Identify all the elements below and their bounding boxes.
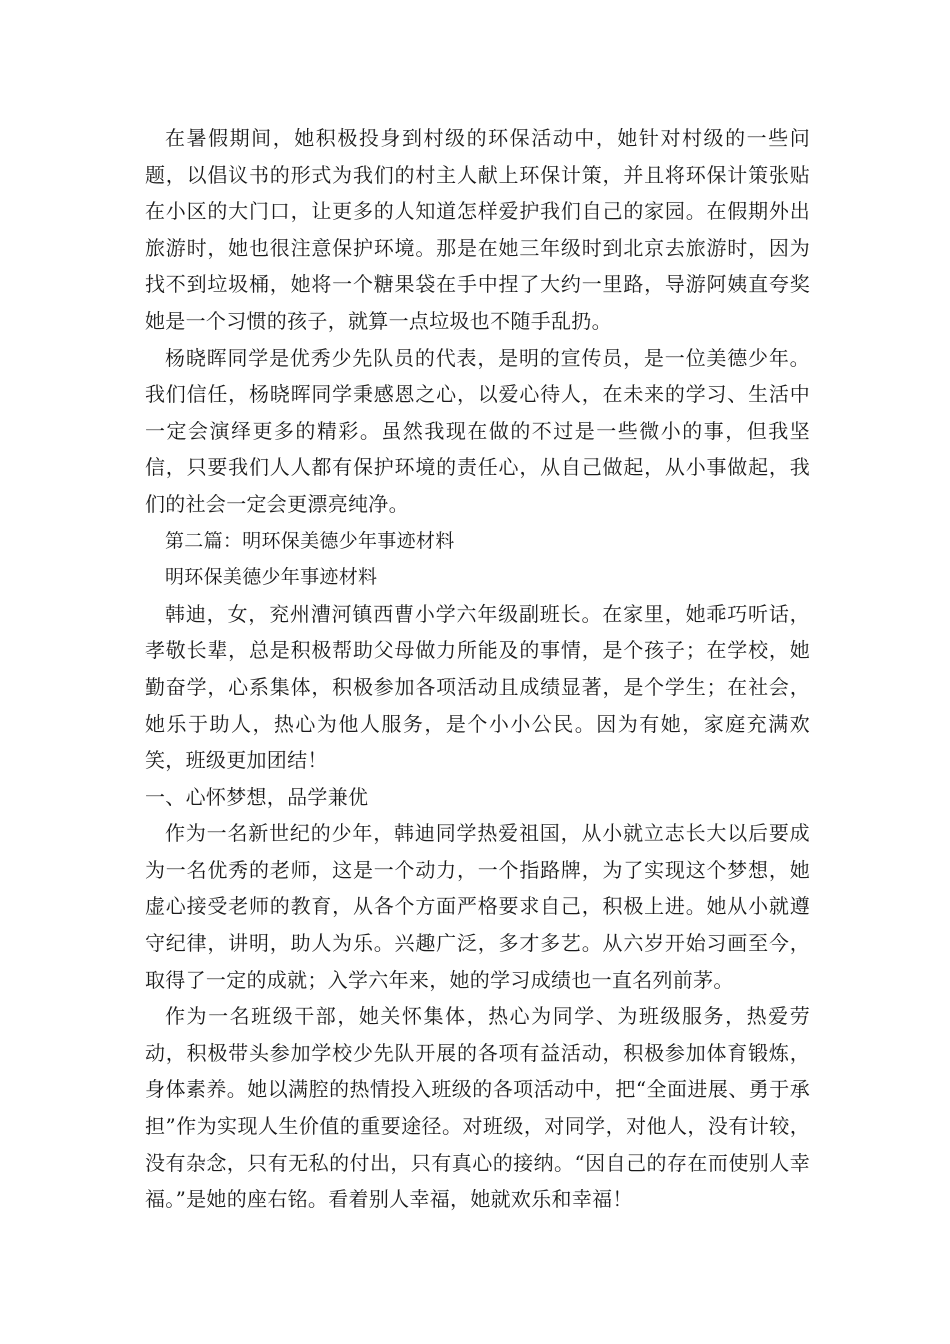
paragraph-han-di-intro: 韩迪，女，兖州漕河镇西曹小学六年级副班长。在家里，她乖巧听话，孝敬长辈，总是积极帮助父母做力所能及的事情，是个孩子；在学校，她勤奋学，心系集体，积极参加各项活动且成绩显著，是个学生；在社会，她乐于助人，热心为他人服务，是个小小公民。因为有她，家庭充满欢笑，班级更加团结！ [145, 601, 810, 773]
document-title: 明环保美德少年事迹材料 [165, 566, 378, 589]
paragraph-environmental-activity: 在暑假期间，她积极投身到村级的环保活动中，她针对村级的一些问题，以倡议书的形式为我们的村主人献上环保计策，并且将环保计策张贴在小区的大门口，让更多的人知道怎样爱护我们自己的家园。在假期外出旅游时，她也很注意保护环境。那是在她三年级时到北京去旅游时，因为找不到垃圾桶，她将一个糖果袋在手中捏了大约一里路，导游阿姨直夸奖她是一个习惯的孩子，就算一点垃圾也不随手乱扔。 [145, 126, 810, 333]
paragraph-class-leader: 作为一名班级干部，她关怀集体，热心为同学、为班级服务，热爱劳动，积极带头参加学校少先队开展的各项有益活动，积极参加体育锻炼，身体素养。她以满腔的热情投入班级的各项活动中，把“全面进展、勇于承担”作为实现人生价值的重要途径。对班级，对同学，对他人，没有计较，没有杂念，只有无私的付出，只有真心的接纳。“因自己的存在而使别人幸福。”是她的座右铭。看着别人幸福，她就欢乐和幸福！ [145, 1004, 810, 1212]
subsection-heading: 一、心怀梦想，品学兼优 [145, 784, 369, 809]
paragraph-yang-xiaohui: 杨晓晖同学是优秀少先队员的代表，是明的宣传员，是一位美德少年。我们信任，杨晓晖同学秉感恩之心，以爱心待人，在未来的学习、生活中一定会演绎更多的精彩。虽然我现在做的不过是一些微小的事，但我坚信，只要我们人人都有保护环境的责任心，从自己做起，从小事做起，我们的社会一定会更漂亮纯净。 [145, 345, 810, 516]
section-title: 第二篇：明环保美德少年事迹材料 [165, 529, 455, 552]
document-body [145, 120, 810, 1218]
paragraph-dream: 作为一名新世纪的少年，韩迪同学热爱祖国，从小就立志长大以后要成为一名优秀的老师，这是一个动力，一个指路牌，为了实现这个梦想，她虚心接受老师的教育，从各个方面严格要求自己，积极上进。她从小就遵守纪律，讲明，助人为乐。兴趣广泛，多才多艺。从六岁开始习画至今，取得了一定的成就；入学六年来，她的学习成绩也一直名列前茅。 [145, 821, 810, 992]
